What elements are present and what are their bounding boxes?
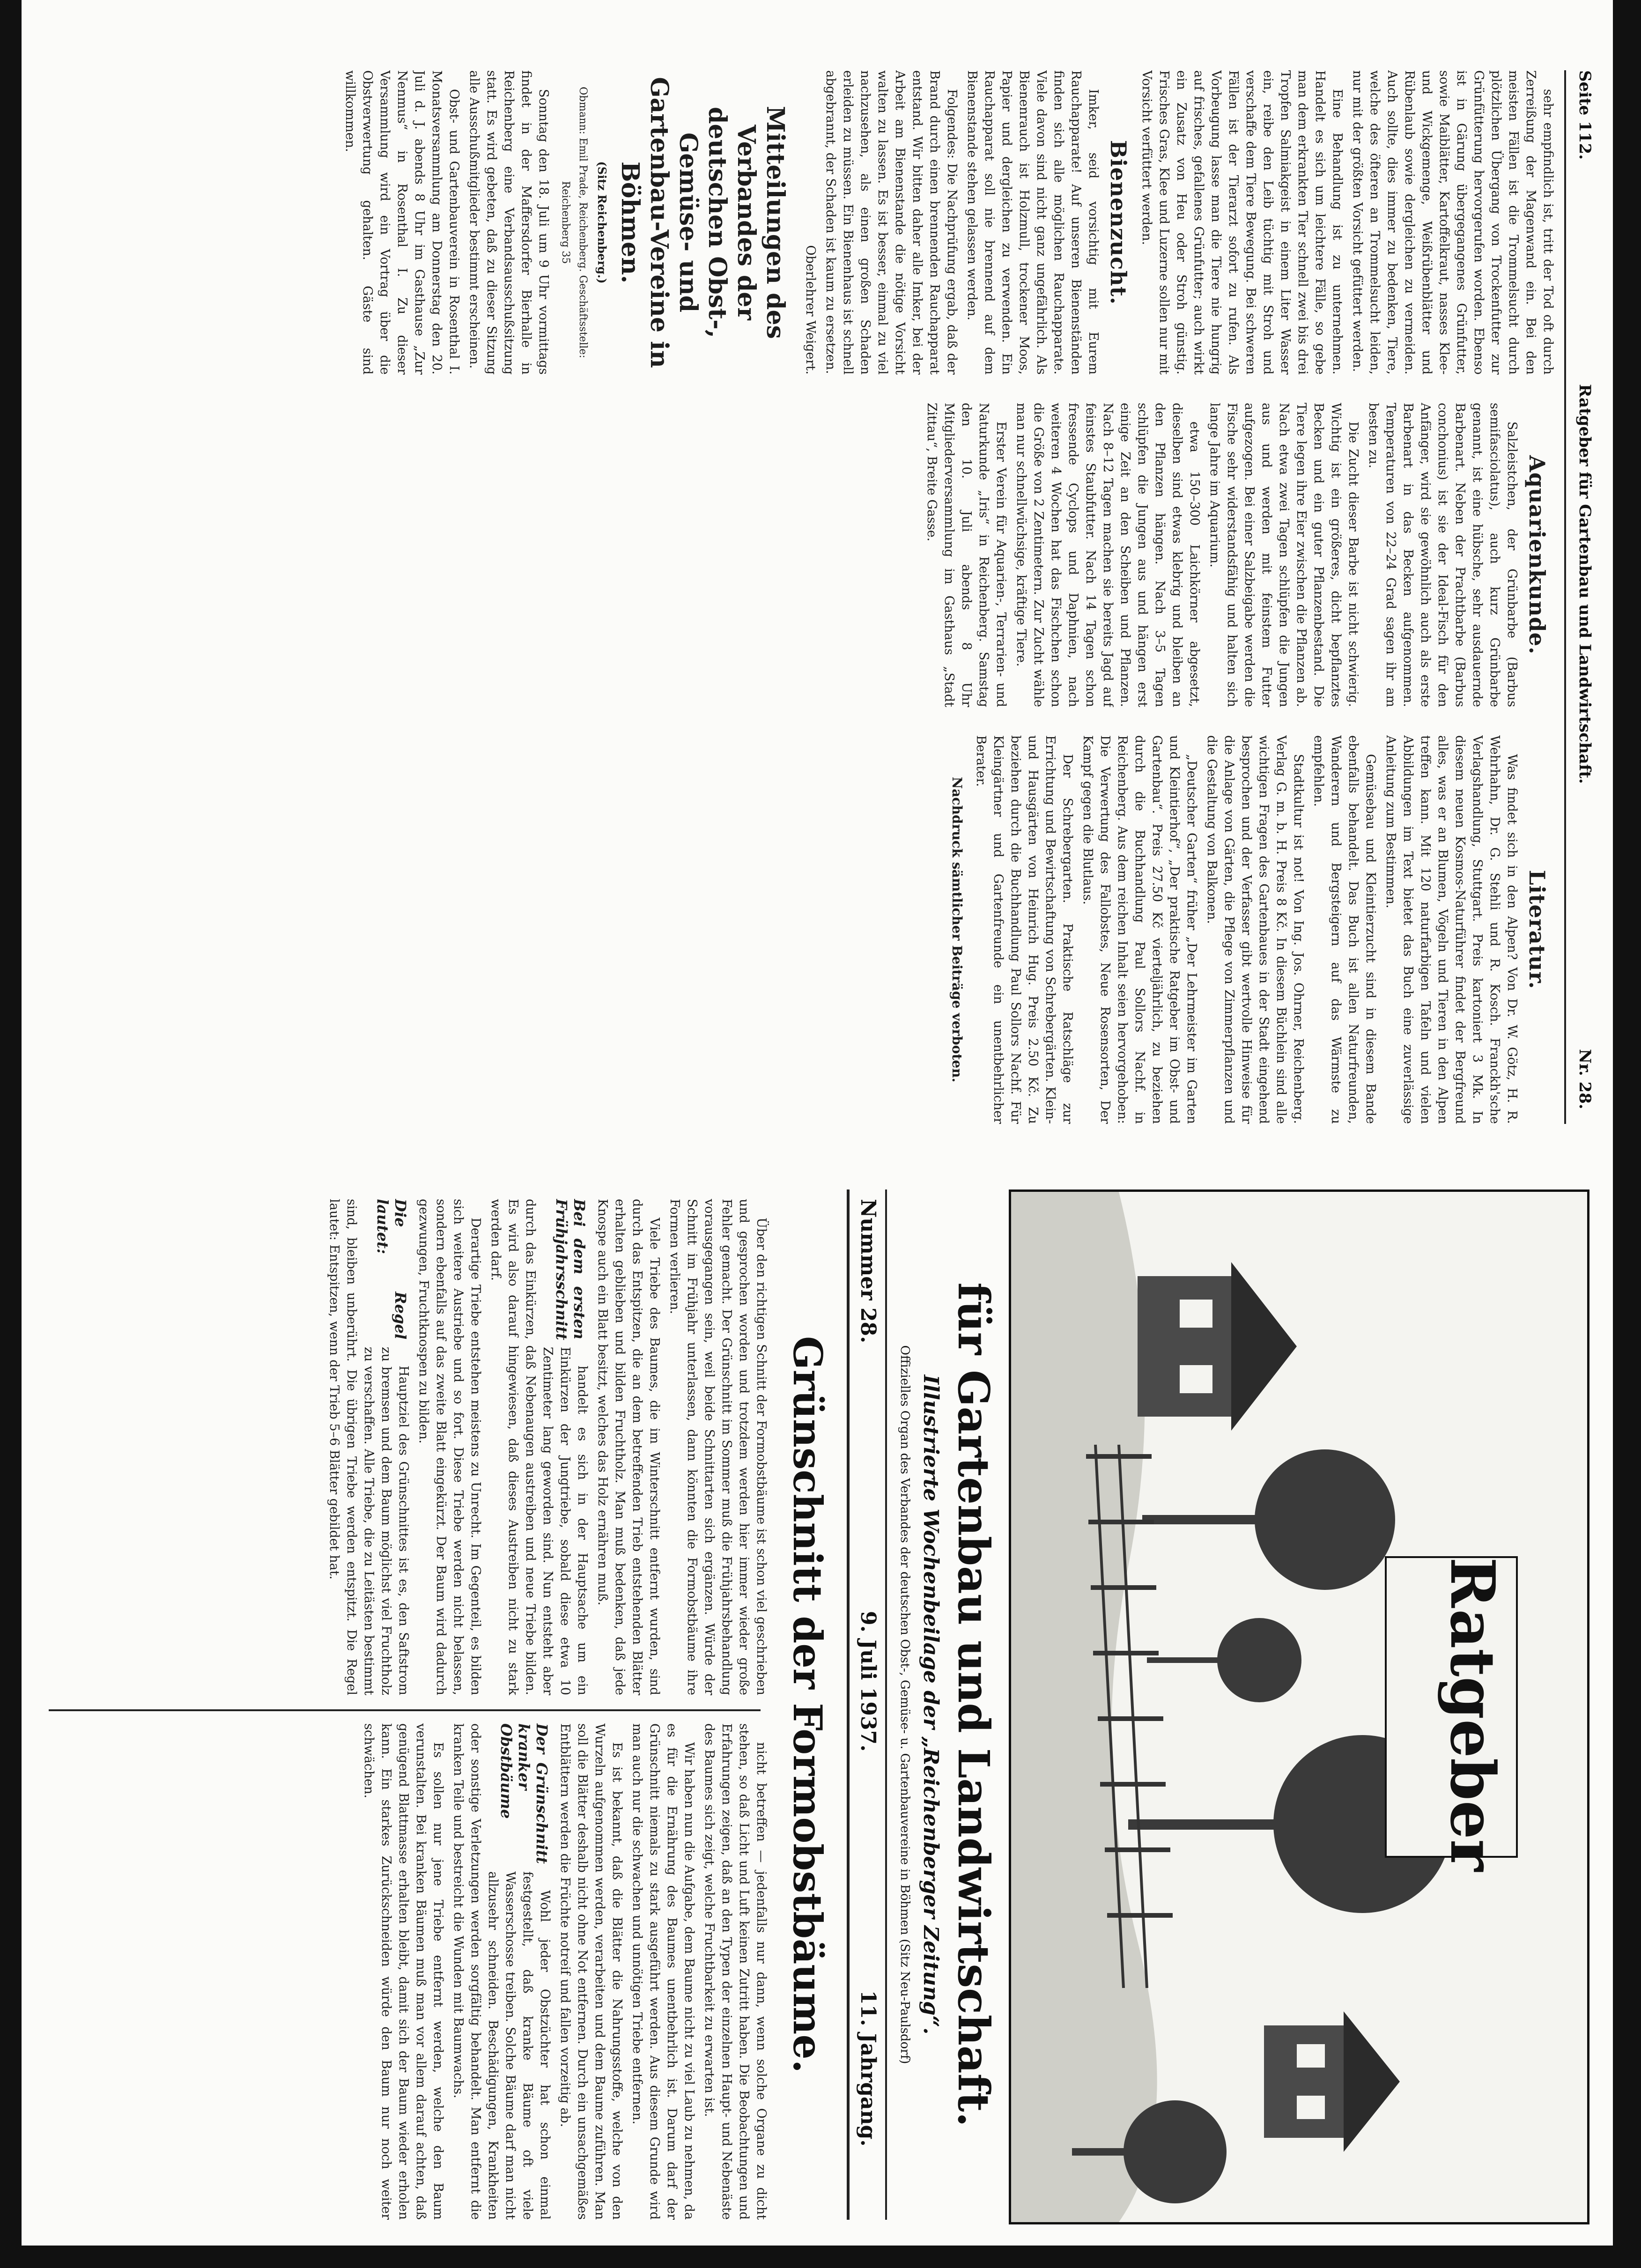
masthead-title: Ratgeber	[1437, 1557, 1508, 1872]
mitteilungen-subtitle: (Sitz Reichenberg.)	[595, 161, 609, 284]
paragraph: Folgendes: Die Nachprüfung ergab, daß der Brand durch einen brennenden Rauchapparat entstand. Wir bitten daher alle Imker, bei der Arbeit am Bienenstande die nötige Vorsicht walten zu lassen. Es ist besser, einmal zu viel nachzusehen, als einen großen Schaden erleiden zu müssen. Ein Bienenhaus ist schnell abgebrannt, der Schaden ist kaum zu ersetzen.	[823, 70, 959, 375]
issue-number: Nummer 28.	[856, 1199, 880, 1344]
paragraph: „Deutscher Garten“ früher „Der Lehrmeister im Garten und Kleintierhof“, „Der praktische Ratgeber im Obst- und Gartenbau“. Preis 27.50 Kč vierteljährlich, zu beziehen durch die Buchhandlung Paul Sollors Nachf. in Reichenberg. Aus dem reichen Inhalt seien hervorgehoben: Die Verwertung des Fallobstes, Neue Rosensorten, Der Kampf gegen die Blutlaus.	[1080, 735, 1199, 1124]
paragraph: Der Schrebergarten. Praktische Ratschläge zur Errichtung und Bewirtschaftung von Schrebergärten. Klein- und Hausgärten von Heinrich Hug. Preis 2.50 Kč. Zu beziehen durch die Buchhandlung Paul Sollors Nachf. Für Kleingärtner und Gartenfreunde ein unentbehrlicher Berater.	[974, 735, 1075, 1124]
paragraph: etwa 150–300 Laichkörner abgesetzt, dieselben sind etwas klebrig und bleiben an den Pflanzen hängen. Nach 3–5 Tagen schlüpfen die Jungen aus und hängen erst einige Zeit an den Scheiben und Pflanzen. Nach 8–12 Tagen machen sie bereits Jagd auf feinstes Staubfutter. Nach 14 Tagen schon fressende Cyclops und Daphnien, nach weiteren 4 Wochen hat das Fischchen schon die Größe von 2 Zentimetern. Zur Zucht wähle man nur schnellwüchsige, kräftige Tiere.	[1014, 403, 1202, 707]
paragraph: Wohl jeder Obstzüchter hat schon einmal festgestellt, daß kranke Bäume oft viele Wasserschosse treiben. Solche Bäume darf man nicht allzusehr schneiden. Beschädigungen, Krankheiten oder sonstige Verletzungen werden sorgfältig behandelt. Man entfernt die kranken Teile und bestreicht die Wunden mit Baumwachs.	[451, 1723, 552, 2220]
left-column-1	[39, 70, 1557, 375]
paragraph: Eine Behandlung ist zu unternehmen. Handelt es sich um leichtere Fälle, so gebe man dem erkrankten Tier schnell zwei bis drei Tropfen Salmiakgeist in einem Liter Wasser ein, reibe den Leib tüchtig mit Stroh und verschaffe dem Tiere Bewegung. Bei schweren Fällen ist der Tierarzt sofort zu rufen. Als Vorbeugung lasse man die Tiere nie hungrig auf frisches, gefallenes Grünfutter; auch wirkt ein Zusatz von Heu oder Stroh günstig. Frisches Gras, Klee und Luzerne sollen nur mit Vorsicht verfüttert werden.	[1139, 70, 1345, 375]
paragraph: Hauptziel des Grünschnittes ist es, den Saftstrom zu bremsen und dem Baum möglichst viel Fruchtholz zu verschaffen. Alle Triebe, die zu Leitästen bestimmt sind, bleiben unberührt. Die übrigen Triebe werden entspitzt. Die Regel lautet: Entspitzen, wenn der Trieb 5–6 Blätter gebildet hat.	[327, 1199, 411, 1695]
paragraph: Es sollen nur jene Triebe entfernt werden, welche den Baum verunstalten. Bei kranken Bäumen muß man vor allem darauf achten, daß genügend Blattmasse erhalten bleibt, damit sich der Baum wieder erholen kann. Ein starkes Zurückschneiden würde den Baum nur noch weiter schwächen.	[362, 1723, 445, 2220]
paragraph: Derartige Triebe entstehen meistens zu Unrecht. Im Gegenteil, es bilden sich weitere Austriebe und so fort. Diese Triebe werden nicht belassen, sondern ebenfalls auf das zweite Blatt eingekürzt. Der Baum wird dadurch gezwungen, Fruchtknospen zu bilden.	[416, 1199, 483, 1695]
running-head-rule	[1564, 70, 1566, 1124]
running-head-page-number: Seite 112.	[1575, 70, 1594, 160]
issue-rule-top	[885, 1189, 887, 2220]
article-title: Grünschnitt der Formobstbäume.	[784, 1336, 831, 2073]
paragraph: Die Zucht dieser Barbe ist nicht schwierig. Wichtig ist ein größeres, dicht bepflanztes Becken und ein guter Pflanzenbestand. Die Tiere legen ihre Eier zwischen die Pflanzen ab. Nach etwa zwei Tagen schlüpfen die Jungen aus und werden mit feinstem Futter aufgezogen. Bei einer Salzbeigabe werden die Fische sehr widerstandsfähig und halten sich lange Jahre im Aquarium.	[1207, 403, 1360, 707]
paragraph: Was findet sich in den Alpen? Von Dr. W. Götz, H. R. Wehrhahn, Dr. G. Stehli und R. Kosch. Franckh'sche Verlagshandlung, Stuttgart. Preis kartoniert 3 Mk. In diesem neuen Kosmos-Naturführer findet der Bergfreund alles, was er an Blumen, Vögeln und Tieren in den Alpen treffen kann. Mit 120 naturfarbigen Tafeln und vielen Abbildungen im Text bietet das Buch eine zuverlässige Anleitung zum Bestimmen.	[1383, 735, 1519, 1124]
scan-edge-top	[1613, 0, 1641, 2268]
article-column-2	[39, 1723, 770, 2220]
paragraph: Obst- und Gartenbauverein in Rosenthal I. Monatsversammlung am Donnerstag den 20. Juli d. J. abends 8 Uhr im Gasthause „Zur Nenmus“ in Rosenthal I. Zu dieser Versammlung wird ein Vortrag über die Obstverwertung gehalten. Gäste sind willkommen.	[343, 70, 461, 375]
paragraph: Über den richtigen Schnitt der Formobstbäume ist schon viel geschrieben und gesprochen worden und trotzdem werden hier immer wieder große Fehler gemacht. Der Grünschnitt im Sommer muß die Frühjahrsbehandlung vorausgegangen sein, weil beide Schnittarten sich ergänzen. Würde der Schnitt im Frühjahr unterlassen, dann könnten die Formobstbäume ihre Formen verlieren.	[667, 1199, 769, 1695]
left-column-3	[39, 735, 1557, 1124]
aquarienkunde-heading: Aquarienkunde.	[1524, 455, 1550, 655]
mitteilungen-officers: Obmann: Emil Prade, Reichenberg. Geschäftsstelle: Reichenberg 35	[560, 87, 589, 358]
signature: Oberlehrer Weigert.	[803, 245, 818, 375]
side-heading-first-spring-cut: Bei dem ersten Frühjahrsschnitt	[553, 1199, 588, 1340]
running-head-title: Ratgeber für Gartenbau und Landwirtschaft.	[1575, 384, 1594, 784]
running-head-number: Nr. 28.	[1575, 1049, 1594, 1109]
paragraph: Wir haben nun die Aufgabe, dem Baume nicht zu viel Laub zu nehmen, da es für die Ernährung des Baumes unentbehrlich ist. Darum darf der Grünschnitt niemals zu stark ausgeführt werden. Aus diesem Grunde wird man auch nur die schwachen und unnötigen Triebe entfernen.	[630, 1723, 696, 2220]
side-heading-rule: Die Regel lautet:	[374, 1199, 409, 1339]
masthead-subtitle-main: für Gartenbau und Landwirtschaft.	[948, 1282, 999, 2127]
article-column-1	[39, 1199, 770, 1695]
issue-date: 9. Juli 1937.	[856, 1611, 880, 1752]
paragraph: handelt es sich in der Hauptsache um ein Einkürzen der Jungtriebe, sobald diese etwa 10 Zentimeter lang geworden sind. Nun entsteht aber durch das Einkürzen, daß Nebenaugen austreiben und neue Triebe bilden. Es wird also darauf hingewiesen, daß dieses Austreiben nicht zu stark werden darf.	[488, 1199, 590, 1695]
paragraph: Viele Triebe des Baumes, die im Winterschnitt entfernt wurden, sind durch das Entspitzen, die an dem betreffenden Trieb entstehenden Blätter erhalten geblieben und bilden Fruchtholz. Man muß bedenken, daß jede Knospe auch ein Blatt besitzt, welches das Holz ernähren muß.	[595, 1199, 662, 1695]
paragraph: Salzleistchen, der Grünbarbe (Barbus semifasciolatus), auch kurz Grünbarbe genannt, ist eine hübsche, sehr ausdauernde Barbenart. Neben der Prachtbarbe (Barbus conchonius) ist sie der Ideal-Fisch für den Anfänger, wird sie gewöhnlich auch als erste Barbenart in das Becken aufgenommen. Temperaturen von 22–24 Grad sagen ihr am besten zu.	[1366, 403, 1519, 707]
reprint-notice: Nachdruck sämtlicher Beiträge verboten.	[949, 776, 965, 1083]
masthead-official-organ: Offizielles Organ des Verbandes der deutschen Obst-, Gemüse- u. Gartenbauvereine in Böhmen (Sitz Neu-Paulsdorf)	[898, 1345, 912, 2064]
paragraph: Stadtkultur ist not! Von Ing. Jos. Ohrner, Reichenberg. Verlag G. m. b. H. Preis 8 Kč. In diesem Büchlein sind alle wichtigen Fragen des Gartenbaues in der Stadt eingehend besprochen und der Verfasser gibt wertvolle Hinweise für die Anlage von Gärten, die Pflege von Zimmerpflanzen und die Gestaltung von Balkonen.	[1205, 735, 1306, 1124]
paragraph: Gemüsebau und Kleintierzucht sind in diesem Bande ebenfalls behandelt. Das Buch ist allen Naturfreunden, Wanderern und Bergsteigern auf das Wärmste zu empfehlen.	[1311, 735, 1378, 1124]
bienenzucht-heading: Bienenzucht.	[1106, 140, 1131, 305]
masthead-weekly-supplement: Illustrierte Wochenbeilage der „Reichenberger Zeitung“.	[919, 1374, 943, 2035]
paragraph: Es ist bekannt, daß die Blätter die Nahrungsstoffe, welche von den Wurzeln aufgenommen werden, verarbeiten und dem Baume zuführen. Man soll die Blätter deshalb nicht ohne Not entfernen. Durch ein unsachgemäßes Entblättern werden die Früchte notreif und fallen vorzeitig ab.	[558, 1723, 624, 2220]
paragraph: Imker, seid vorsichtig mit Eurem Rauchapparate! Auf unseren Bienenständen finden sich alle möglichen Rauchapparate. Viele davon sind nicht ganz ungefährlich. Als Bienenrauch ist Holzmull, trockener Moos, Papier und dergleichen zu verwenden. Ein Rauchapparat soll nie brennend auf dem Bienenstande stehen gelassen werden.	[965, 70, 1101, 375]
literatur-heading: Literatur.	[1524, 870, 1550, 990]
issue-rule-bottom	[847, 1189, 850, 2220]
left-column-2	[39, 403, 1557, 707]
paragraph: Erster Verein für Aquarien-, Terrarien- und Naturkunde „Iris“ in Reichenberg. Samstag den 10. Juli abends 8 Uhr Mitgliederversammlung im Gasthaus „Stadt Zittau“, Breite Gasse.	[924, 403, 1008, 707]
mitteilungen-heading: Mitteilungen des Verbandes der deutschen Obst-, Gemüse- und Gartenbau-Vereine in Böhmen.	[616, 77, 790, 368]
scan-edge-right	[0, 2246, 1641, 2268]
paragraph: nicht betreffen — jedenfalls nur dann, wenn solche Organe zu dicht stehen, so daß Licht und Luft keinen Zutritt haben. Die Beobachtungen und Erfahrungen zeigen, daß an den Typen der einzelnen Haupt- und Nebenäste des Baumes sich zeigt, welche Fruchtbarkeit zu erwarten ist.	[702, 1723, 769, 2220]
issue-volume: 11. Jahrgang.	[856, 1990, 880, 2147]
paragraph: Sonntag den 18. Juli um 9 Uhr vormittags findet in der Maffersdorfer Bierhalle in Reichenberg eine Verbandsausschußsitzung statt. Es wird gebeten, daß zu dieser Sitzung alle Ausschußmitglieder bestimmt erscheinen.	[467, 70, 551, 375]
masthead-illustration	[1009, 1189, 1589, 2224]
paragraph: sehr empfindlich ist, tritt der Tod oft durch Zerreißung der Magenwand ein. Bei den meisten Fällen ist die Trommelsucht durch plötzlichen Übergang von Trockenfutter zur Grünfütterung hervorgerufen worden. Ebenso ist in Gärung übergegangenes Grünfutter, sowie Maiblätter, Kartoffelkraut, nasses Klee- und Wickgemenge, Weißrübenblätter und Rübenlaub sowie dergleichen zu vermeiden. Auch sollte, dies immer zu bedenken, Tiere, welche des öfteren an Trommelsucht leiden, nur mit der größten Vorsicht gefüttert werden.	[1350, 70, 1555, 375]
side-heading-sick-trees: Der Grünschnitt kranker Obstbäume	[497, 1723, 551, 1864]
column-divider	[49, 1709, 761, 1711]
scan-edge-bottom	[0, 0, 22, 2268]
